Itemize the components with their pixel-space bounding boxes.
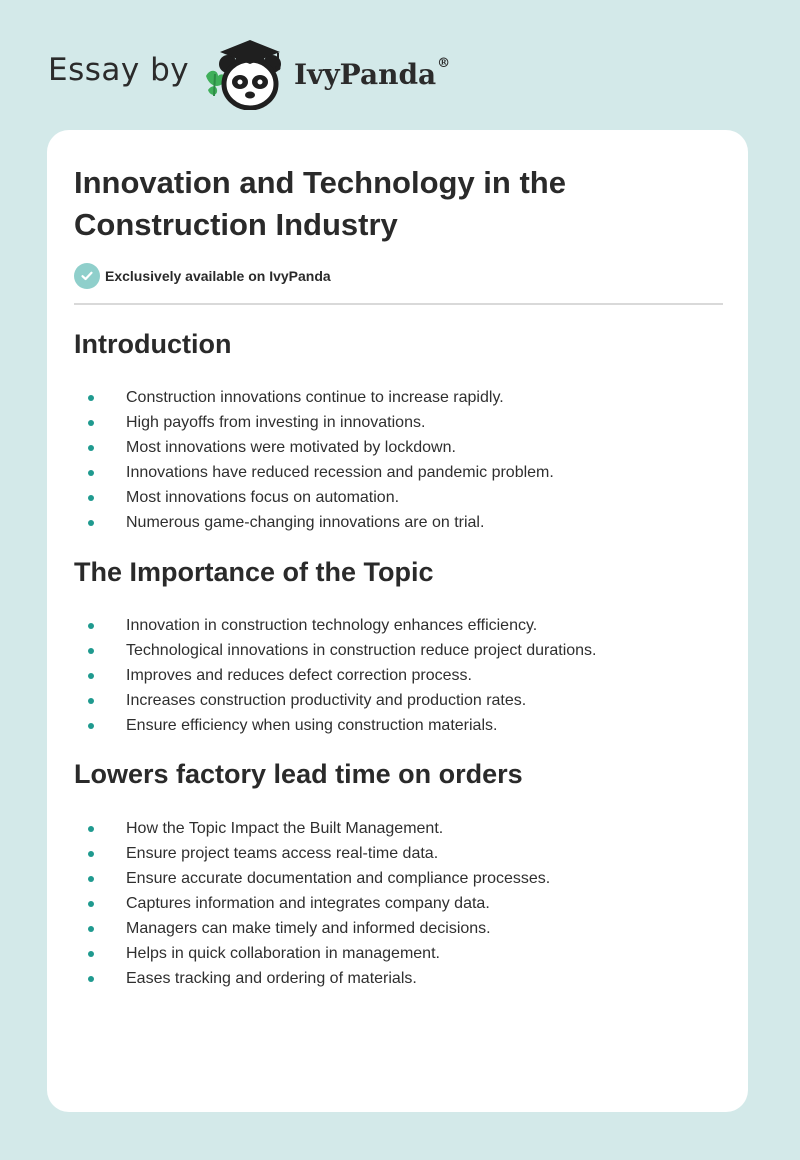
list-item: Helps in quick collaboration in management.: [74, 941, 714, 966]
exclusive-badge: [74, 263, 331, 289]
list-item: Numerous game-changing innovations are on trial.: [74, 510, 714, 535]
list-item: Improves and reduces defect correction process.: [74, 663, 714, 688]
site-header: [48, 38, 748, 110]
essay-title: Innovation and Technology in the Construction Industry: [74, 165, 566, 242]
brand-name[interactable]: [294, 58, 450, 91]
section-heading-lead-time: Lowers factory lead time on orders: [74, 759, 523, 789]
list-item: Ensure accurate documentation and compliance processes.: [74, 866, 714, 891]
list-item: Most innovations were motivated by lockdown.: [74, 435, 714, 460]
list-item: Captures information and integrates company data.: [74, 891, 714, 916]
exclusive-badge-text: Exclusively available on IvyPanda: [105, 268, 331, 284]
list-item: Technological innovations in construction reduce project durations.: [74, 638, 714, 663]
list-item: Construction innovations continue to increase rapidly.: [74, 385, 714, 410]
essay-by-label: Essay by: [48, 52, 190, 88]
panda-graduation-cap-icon[interactable]: [200, 38, 288, 110]
list-item: Most innovations focus on automation.: [74, 485, 714, 510]
list-item: Eases tracking and ordering of materials.: [74, 966, 714, 991]
lead-time-list: [74, 816, 714, 991]
section-heading-importance: The Importance of the Topic: [74, 557, 434, 587]
list-item: High payoffs from investing in innovations.: [74, 410, 714, 435]
introduction-list: [74, 385, 714, 535]
section-heading-introduction: Introduction: [74, 329, 232, 359]
list-item: Managers can make timely and informed decisions.: [74, 916, 714, 941]
brand-text: IvyPanda: [294, 58, 437, 91]
divider: [74, 303, 723, 305]
check-circle-icon: [74, 263, 100, 289]
essay-card: [47, 130, 748, 1112]
list-item: Ensure project teams access real-time data.: [74, 841, 714, 866]
importance-list: [74, 613, 714, 738]
list-item: How the Topic Impact the Built Management.: [74, 816, 714, 841]
list-item: Increases construction productivity and production rates.: [74, 688, 714, 713]
list-item: Ensure efficiency when using construction materials.: [74, 713, 714, 738]
list-item: Innovations have reduced recession and pandemic problem.: [74, 460, 714, 485]
registered-mark: ®: [437, 56, 451, 71]
list-item: Innovation in construction technology enhances efficiency.: [74, 613, 714, 638]
